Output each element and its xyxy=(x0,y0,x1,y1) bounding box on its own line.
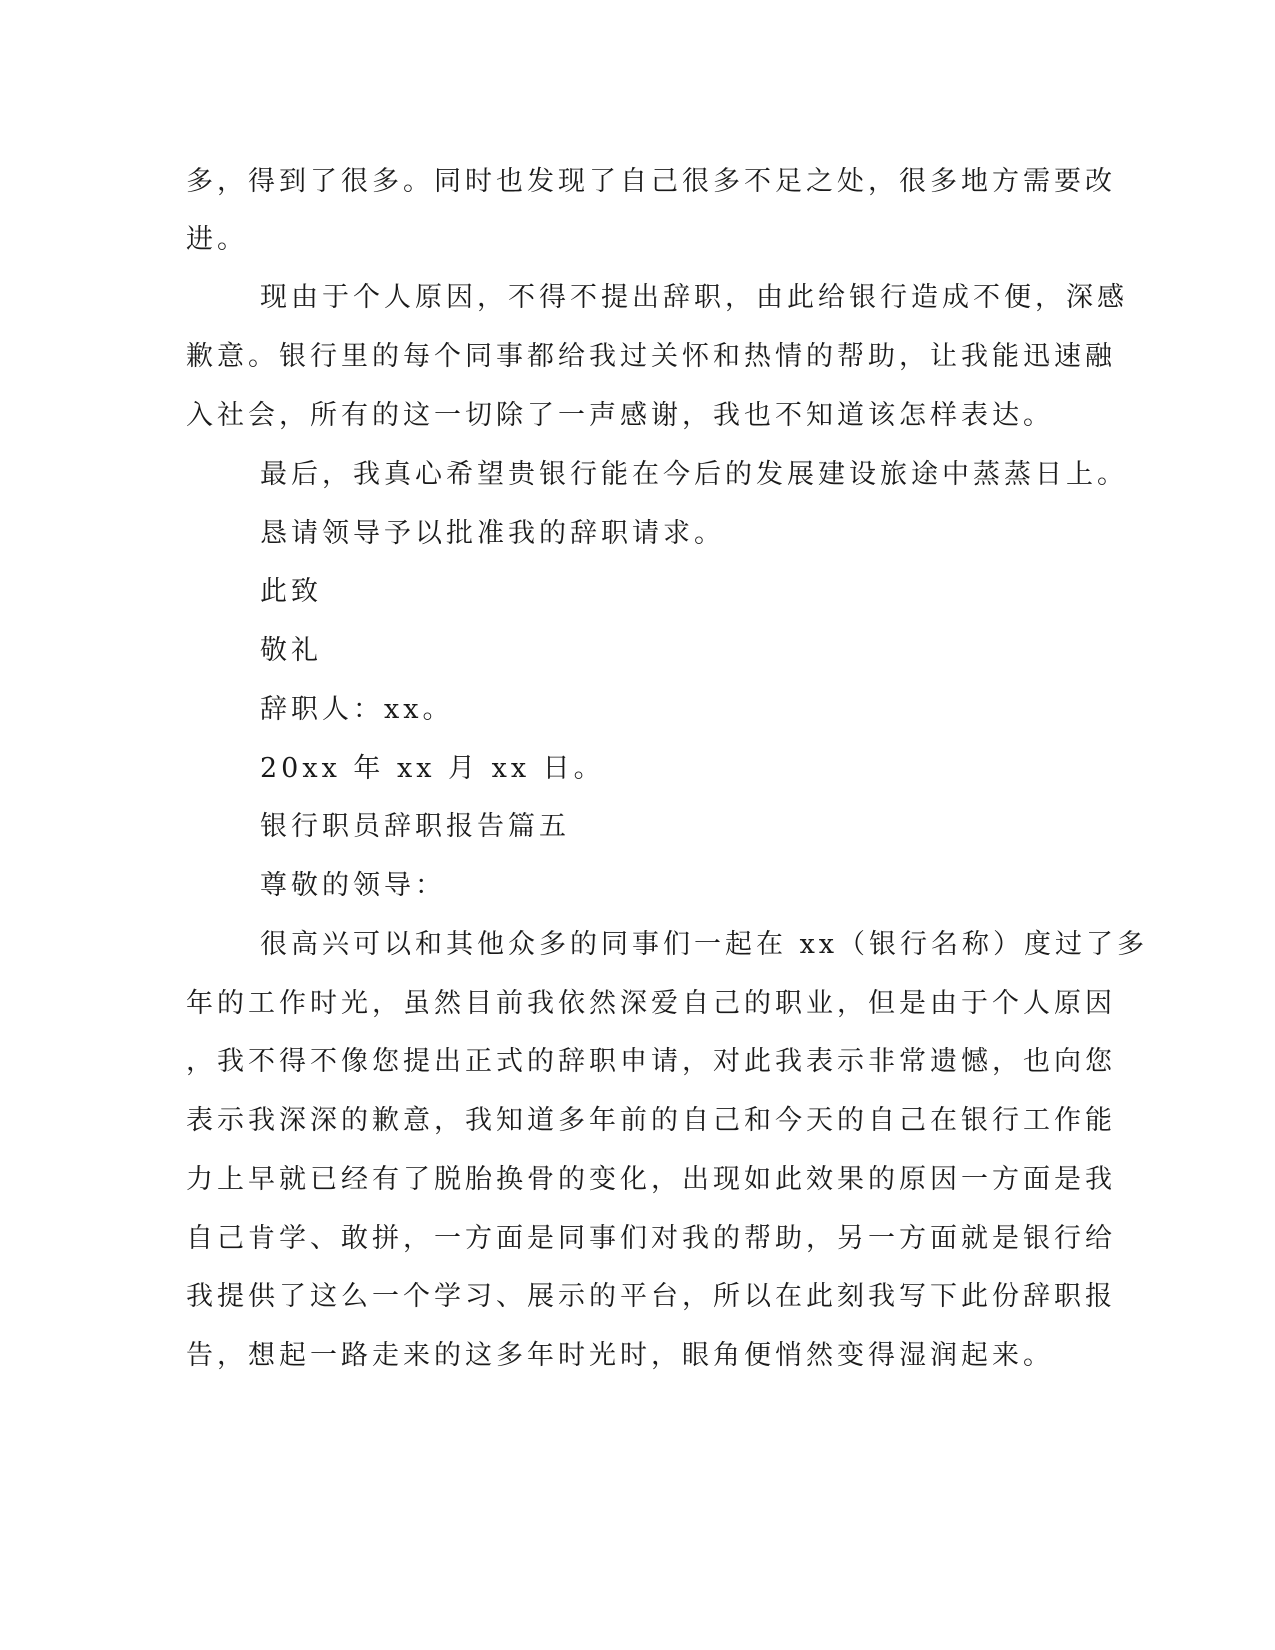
signature-name: 辞职人：xx。 xyxy=(260,694,454,725)
text-line: 表示我深深的歉意，我知道多年前的自己和今天的自己在银行工作能 xyxy=(186,1105,1116,1136)
closing-salutation: 敬礼 xyxy=(260,635,322,666)
text-line: 告，想起一路走来的这多年时光时，眼角便悄然变得湿润起来。 xyxy=(186,1340,1054,1371)
signature-date: 20xx 年 xx 月 xx 日。 xyxy=(260,753,605,784)
paragraph-first-line: 最后，我真心希望贵银行能在今后的发展建设旅途中蒸蒸日上。 xyxy=(260,459,1128,490)
text-line: 多，得到了很多。同时也发现了自己很多不足之处，很多地方需要改 xyxy=(186,166,1116,197)
greeting: 尊敬的领导： xyxy=(260,870,446,901)
text-line: 进。 xyxy=(186,224,248,255)
text-line: 入社会，所有的这一切除了一声感谢，我也不知道该怎样表达。 xyxy=(186,400,1054,431)
text-line: 自己肯学、敢拼，一方面是同事们对我的帮助，另一方面就是银行给 xyxy=(186,1223,1116,1254)
paragraph-first-line: 恳请领导予以批准我的辞职请求。 xyxy=(260,518,725,549)
text-line: ，我不得不像您提出正式的辞职申请，对此我表示非常遗憾，也向您 xyxy=(186,1046,1116,1077)
closing-salutation: 此致 xyxy=(260,576,322,607)
text-line: 力上早就已经有了脱胎换骨的变化，出现如此效果的原因一方面是我 xyxy=(186,1164,1116,1195)
text-line: 歉意。银行里的每个同事都给我过关怀和热情的帮助，让我能迅速融 xyxy=(186,341,1116,372)
section-heading: 银行职员辞职报告篇五 xyxy=(260,811,570,842)
paragraph-first-line: 很高兴可以和其他众多的同事们一起在 xx（银行名称）度过了多 xyxy=(260,929,1149,960)
text-line: 我提供了这么一个学习、展示的平台，所以在此刻我写下此份辞职报 xyxy=(186,1281,1116,1312)
text-line: 年的工作时光，虽然目前我依然深爱自己的职业，但是由于个人原因 xyxy=(186,988,1116,1019)
paragraph-first-line: 现由于个人原因，不得不提出辞职，由此给银行造成不便，深感 xyxy=(260,282,1128,313)
